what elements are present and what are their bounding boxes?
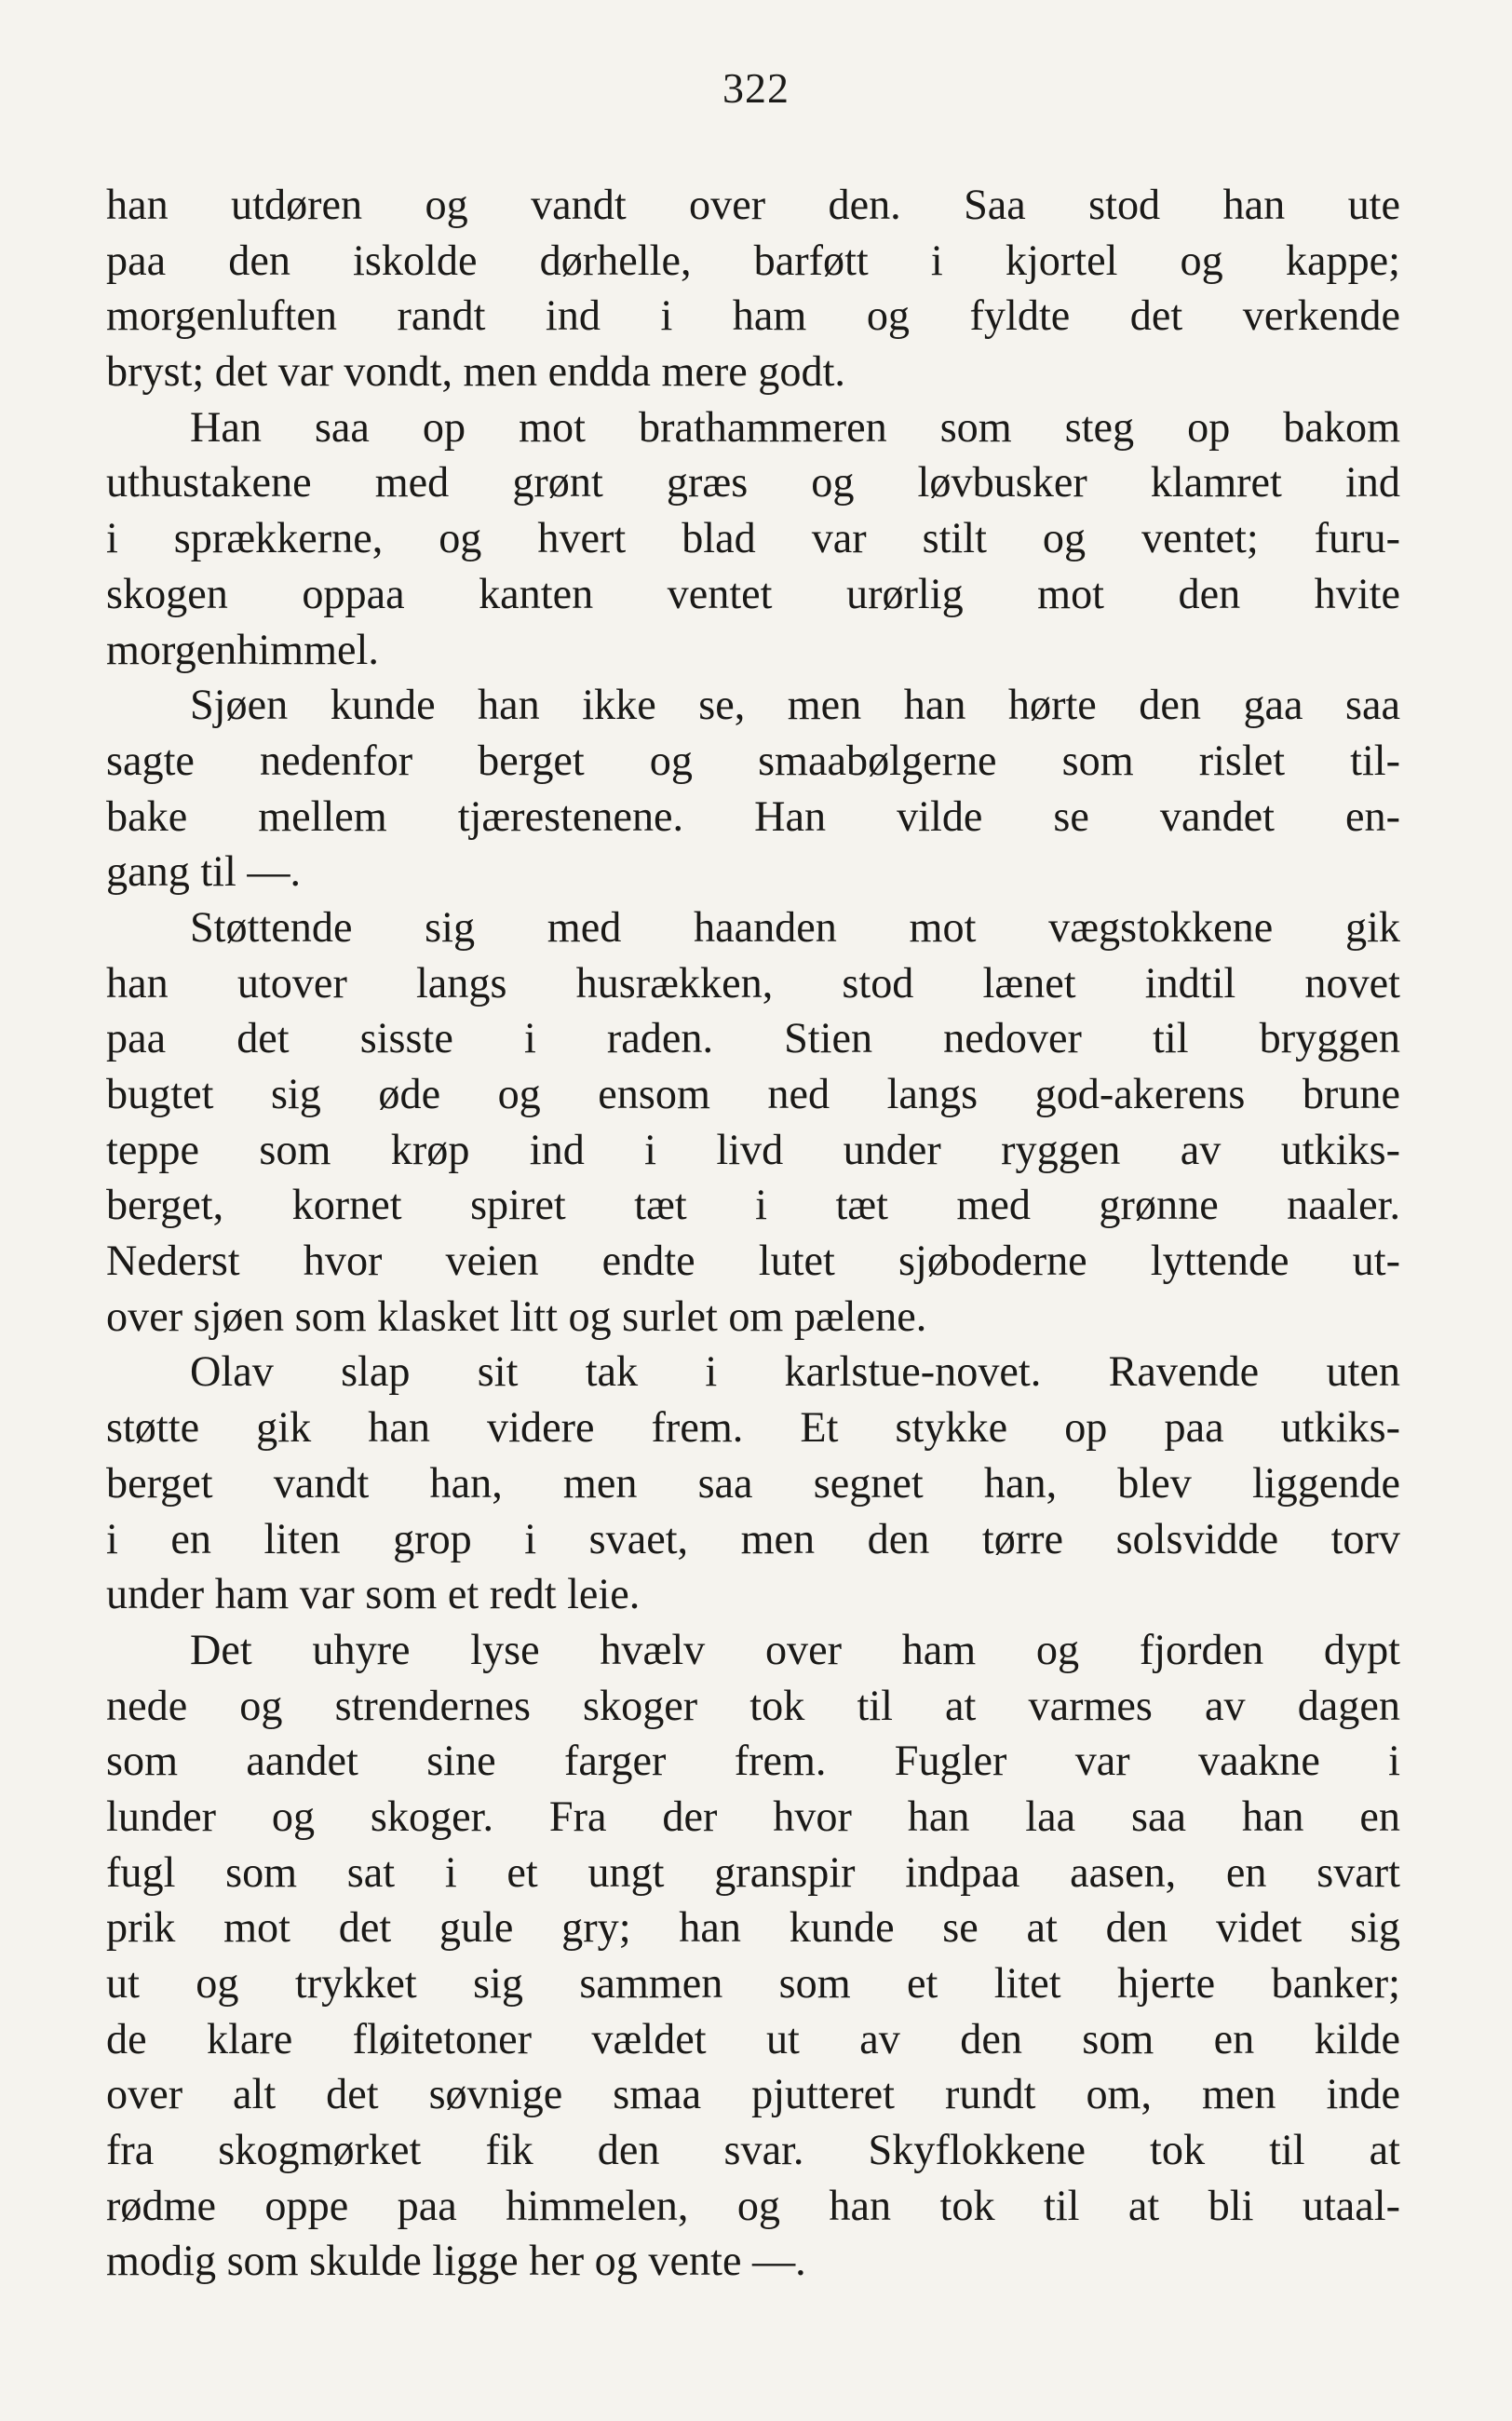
text-line: Nederst hvor veien endte lutet sjøboderne lyttende ut- (106, 1237, 1400, 1285)
text-line: Sjøen kunde han ikke se, men han hørte den gaa saa (190, 681, 1400, 729)
text-line: paa den iskolde dørhelle, barføtt i kjortel og kappe; (106, 236, 1400, 284)
text-line: støtte gik han videre frem. Et stykke op paa utkiks- (106, 1403, 1400, 1452)
page-number: 322 (722, 64, 790, 112)
text-line: under ham var som et redt leie. (106, 1570, 641, 1618)
text-line: ut og trykket sig sammen som et litet hjerte banker; (106, 1959, 1400, 2007)
text-line: paa det sisste i raden. Stien nedover til bryggen (106, 1014, 1400, 1062)
text-line: over alt det søvnige smaa pjutteret rundt om, men inde (106, 2070, 1400, 2118)
text-line: Olav slap sit tak i karlstue-novet. Ravende uten (190, 1347, 1400, 1396)
text-line: i en liten grop i svaet, men den tørre solsvidde torv (106, 1514, 1400, 1562)
text-line: morgenluften randt ind i ham og fyldte det verkende (106, 291, 1400, 340)
text-line: han utover langs husrækken, stod lænet indtil novet (106, 958, 1400, 1007)
text-line: han utdøren og vandt over den. Saa stod han ute (106, 181, 1400, 228)
text-line: uthustakene med grønt græs og løvbusker klamret ind (106, 458, 1400, 507)
text-line: rødme oppe paa himmelen, og han tok til at bli utaal- (106, 2181, 1400, 2229)
text-line: skogen oppaa kanten ventet urørlig mot den hvite (106, 569, 1400, 617)
text-line: modig som skulde ligge her og vente —. (106, 2237, 806, 2285)
text-line: fra skogmørket fik den svar. Skyflokkene tok til at (106, 2126, 1400, 2174)
body-text (106, 177, 1400, 2289)
text-line: fugl som sat i et ungt granspir indpaa aasen, en svart (106, 1847, 1400, 1896)
text-line: nede og strendernes skoger tok til at varmes av dagen (106, 1681, 1400, 1729)
text-line: prik mot det gule gry; han kunde se at den videt sig (106, 1903, 1400, 1952)
text-line: morgenhimmel. (106, 625, 379, 673)
text-line: bake mellem tjærestenene. Han vilde se vandet en- (106, 791, 1400, 840)
text-line: bugtet sig øde og ensom ned langs god-akerens brune (106, 1070, 1400, 1117)
text-line: teppe som krøp ind i livd under ryggen av utkiks- (106, 1125, 1400, 1173)
text-line: lunder og skoger. Fra der hvor han laa saa han en (106, 1792, 1400, 1840)
text-line: berget vandt han, men saa segnet han, blev liggende (106, 1458, 1400, 1507)
text-line: de klare fløitetoner vældet ut av den som en kilde (106, 2014, 1400, 2063)
text-line: berget, kornet spiret tæt i tæt med grønne naaler. (106, 1181, 1400, 1229)
text-line: som aandet sine farger frem. Fugler var vaakne i (106, 1737, 1400, 1785)
text-line: i sprækkerne, og hvert blad var stilt og ventet; furu- (106, 514, 1400, 562)
text-line: bryst; det var vondt, men endda mere godt. (106, 347, 845, 396)
text-line: Han saa op mot brathammeren som steg op bakom (190, 402, 1400, 451)
text-line: sagte nedenfor berget og smaabølgerne som rislet til- (106, 736, 1400, 784)
text-line: Støttende sig med haanden mot vægstokkene gik (190, 902, 1400, 951)
text-line: over sjøen som klasket litt og surlet om pælene. (106, 1292, 927, 1340)
text-line: Det uhyre lyse hvælv over ham og fjorden dypt (190, 1625, 1400, 1673)
text-line: gang til —. (106, 847, 302, 896)
